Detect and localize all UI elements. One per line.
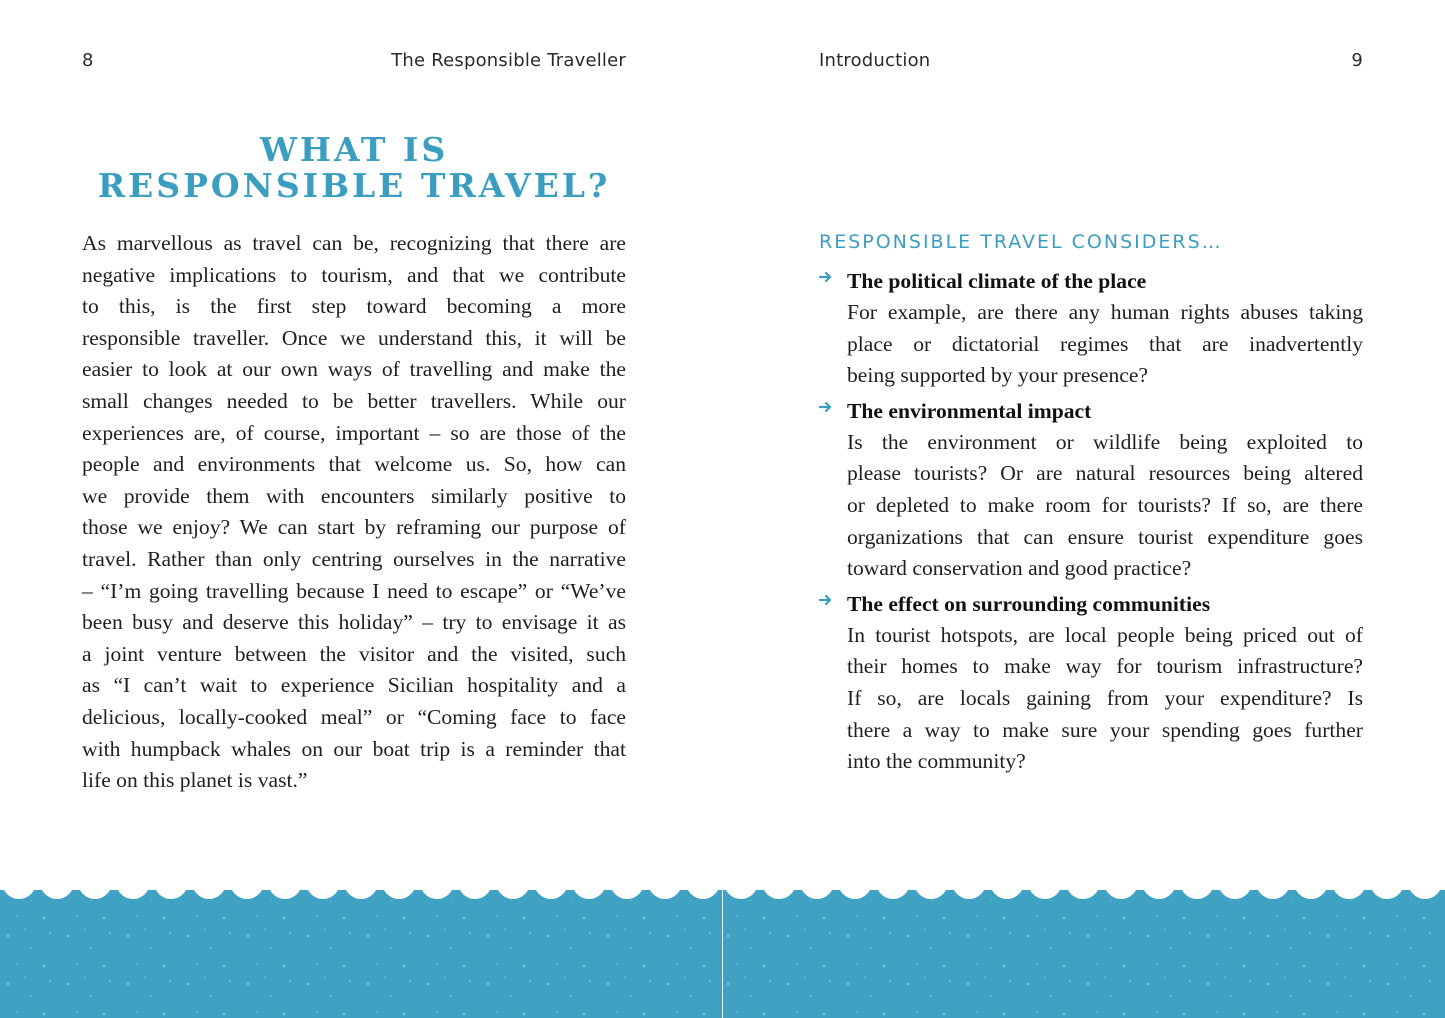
desc-line: place or dictatorial regimes that are inadvertently <box>847 331 1363 356</box>
running-title: Introduction <box>819 50 931 71</box>
page-number: 9 <box>1351 50 1363 71</box>
item-description <box>847 427 1363 585</box>
arrow-right-icon <box>819 400 833 414</box>
list-item <box>819 266 1363 392</box>
body-line: As marvellous as travel can be, recognizing that there are <box>82 231 626 255</box>
body-line: those we enjoy? We can start by reframing our purpose of <box>82 515 626 540</box>
body-paragraph <box>82 228 626 797</box>
title-line: WHAT IS <box>259 130 449 169</box>
item-description <box>847 620 1363 778</box>
desc-line: please tourists? Or are natural resources being altered <box>847 461 1363 486</box>
page-title <box>82 132 626 204</box>
body-line: negative implications to tourism, and that we contribute <box>82 262 626 287</box>
body-line: small changes needed to be better travellers. While our <box>82 388 626 413</box>
body-line: delicious, locally-cooked meal” or “Coming face to face <box>82 704 626 729</box>
arrow-right-icon <box>819 270 833 284</box>
title-line: RESPONSIBLE TRAVEL? <box>97 166 611 205</box>
item-heading: The environmental impact <box>847 398 1092 423</box>
body-line: a joint venture between the visitor and the visited, such <box>82 641 626 666</box>
body-line: with humpback whales on our boat trip is a reminder that <box>82 736 626 761</box>
running-title: The Responsible Traveller <box>391 50 626 71</box>
page-number: 8 <box>82 50 94 71</box>
body-line: as “I can’t wait to experience Sicilian hospitality and a <box>82 673 626 698</box>
desc-line: their homes to make way for tourism infrastructure? <box>847 654 1363 679</box>
right-page <box>723 0 1445 1018</box>
body-line: to this, is the first step toward becoming a more <box>82 294 626 319</box>
body-line: experiences are, of course, important – so are those of the <box>82 420 626 445</box>
body-line: easier to look at our own ways of travelling and make the <box>82 357 626 382</box>
body-line: life on this planet is vast.” <box>82 768 308 793</box>
desc-line: For example, are there any human rights abuses taking <box>847 300 1363 324</box>
desc-line: organizations that can ensure tourist expenditure goes <box>847 524 1363 549</box>
item-heading: The political climate of the place <box>847 269 1147 293</box>
arrow-right-icon <box>819 593 833 607</box>
body-line: been busy and deserve this holiday” – try to envisage it as <box>82 610 626 635</box>
body-line: responsible traveller. Once we understand this, it will be <box>82 325 626 350</box>
body-line: people and environments that welcome us. So, how can <box>82 452 626 477</box>
page-gutter <box>722 888 723 1018</box>
desc-line: being supported by your presence? <box>847 363 1149 388</box>
list-item <box>819 589 1363 778</box>
desc-line: into the community? <box>847 749 1026 774</box>
desc-line: If so, are locals gaining from your expenditure? Is <box>847 685 1363 710</box>
list-item <box>819 396 1363 585</box>
item-heading: The effect on surrounding communities <box>847 591 1211 616</box>
desc-line: toward conservation and good practice? <box>847 556 1192 581</box>
body-line: travel. Rather than only centring ourselves in the narrative <box>82 546 626 571</box>
considerations-list <box>819 266 1363 778</box>
body-line: – “I’m going travelling because I need to escape” or “We’ve <box>82 578 626 603</box>
body-line: we provide them with encounters similarly positive to <box>82 483 626 508</box>
desc-line: there a way to make sure your spending goes further <box>847 717 1363 742</box>
desc-line: Is the environment or wildlife being exploited to <box>847 429 1363 454</box>
left-page <box>0 0 722 1018</box>
desc-line: In tourist hotspots, are local people being priced out of <box>847 622 1363 647</box>
section-heading: RESPONSIBLE TRAVEL CONSIDERS… <box>819 231 1223 253</box>
desc-line: or depleted to make room for tourists? If so, are there <box>847 492 1363 517</box>
item-description <box>847 297 1363 392</box>
